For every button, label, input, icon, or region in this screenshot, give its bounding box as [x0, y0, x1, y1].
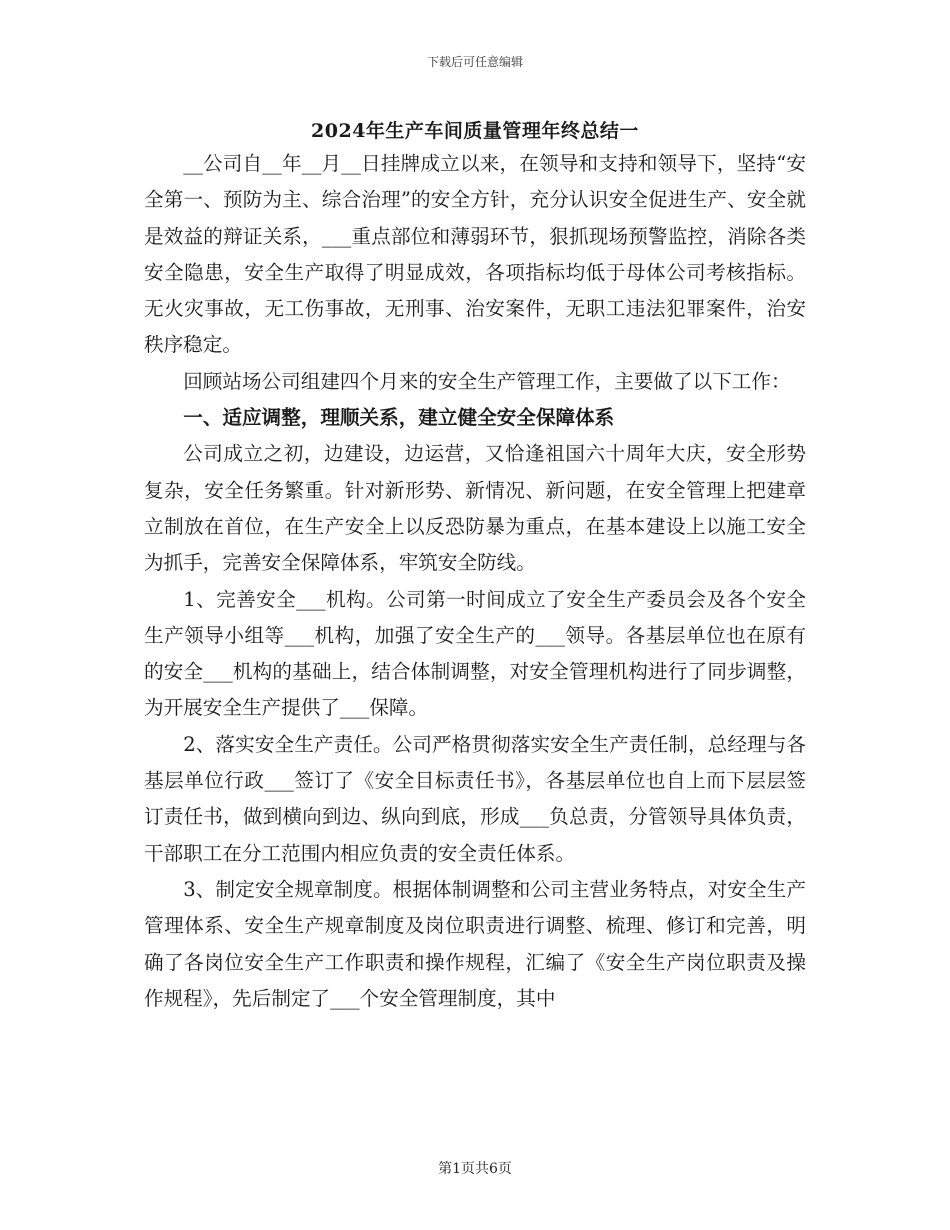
paragraph-review: 回顾站场公司组建四个月来的安全生产管理工作，主要做了以下工作：	[183, 369, 791, 393]
document-body	[144, 146, 806, 1017]
paragraph-item-1: 1、完善安全___机构。公司第一时间成立了安全生产委员会及各个安全生产领导小组等___机构，加强了安全生产的___领导。各基层单位也在原有的安全___机构的基础上，结合体制调整，对安全管理机构进行了同步调整，为开展安全生产提供了___保障。	[144, 587, 806, 720]
paragraph-item-3: 3、制定安全规章制度。根据体制调整和公司主营业务特点，对安全生产管理体系、安全生产规章制度及岗位职责进行调整、梳理、修订和完善，明确了各岗位安全生产工作职责和操作规程，汇编了《安全生产岗位职责及操作规程》，先后制定了___个安全管理制度，其中	[144, 877, 806, 1010]
paragraph-section-1-intro: 公司成立之初，边建设，边运营，又恰逢祖国六十周年大庆，安全形势复杂，安全任务繁重。针对新形势、新情况、新问题，在安全管理上把建章立制放在首位，在生产安全上以反恐防暴为重点，在基本建设上以施工安全为抓手，完善安全保障体系，牢筑安全防线。	[144, 442, 806, 575]
page-number: 第1页共6页	[438, 1161, 512, 1177]
page-header-note: 下载后可任意编辑	[426, 55, 523, 69]
paragraph-item-2: 2、落实安全生产责任。公司严格贯彻落实安全生产责任制，总经理与各基层单位行政___签订了《安全目标责任书》，各基层单位也自上而下层层签订责任书，做到横向到边、纵向到底，形成___负总责，分管领导具体负责，干部职工在分工范围内相应负责的安全责任体系。	[144, 732, 806, 865]
document-title: 2024年生产车间质量管理年终总结一	[311, 120, 639, 142]
paragraph-intro: __公司自__年__月__日挂牌成立以来，在领导和支持和领导下，坚持“安全第一、预防为主、综合治理”的安全方针，充分认识安全促进生产、安全就是效益的辩证关系，___重点部位和薄弱环节，狠抓现场预警监控，消除各类安全隐患，安全生产取得了明显成效，各项指标均低于母体公司考核指标。无火灾事故，无工伤事故，无刑事、治安案件，无职工违法犯罪案件，治安秩序稳定。	[144, 152, 806, 357]
section-heading-1: 一、适应调整，理顺关系，建立健全安全保障体系	[183, 406, 615, 430]
